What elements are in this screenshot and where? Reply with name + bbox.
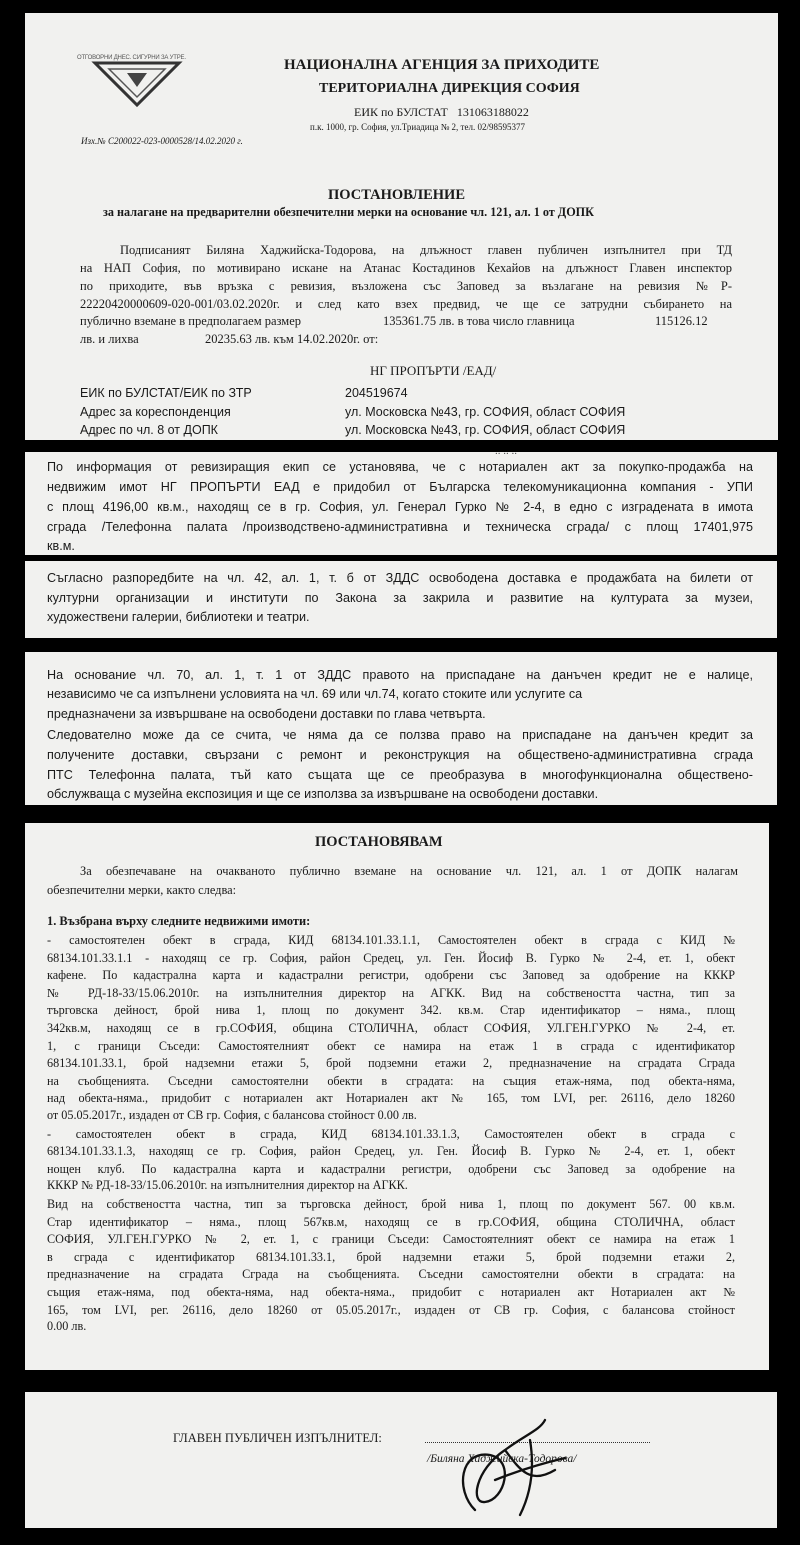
property-description-line: 342кв.м, находящ се в гр.СОФИЯ, община СТОЛИЧНА, област СОФИЯ, УЛ.ГЕН.ГУРКО № 2-4, ет. (47, 1021, 735, 1035)
info-line: сграда /Телефонна палата /производствено-административна и техническа сграда/ с площ 17401,975 (47, 520, 753, 534)
intro-amount-label: публично вземане в предполагаем размер (80, 314, 302, 328)
property-description-line: 68134.101.33.1, брой надземни етажи 5, брой подземни етажи 2, предназначение на сградата Сграда (47, 1056, 735, 1071)
tax-credit-line: предназначени за извършване на освободени доставки по глава четвърта. (47, 707, 486, 721)
debtor-address-label: Адрес по чл. 8 от ДОПК (80, 423, 218, 437)
property-description-line: на съобщенията. Съседни самостоятелни обекти в сградата: на същия етаж-няма, под обекта-няма, (47, 1073, 735, 1088)
property-description-line: в сграда с идентификатор 68134.101.33.1, брой надземни етажи 5, брой подземни етажи 2, (47, 1249, 735, 1264)
tax-credit-line: обслужваща с музейна експозиция и ще се използва за извършване на освободени доставки. (47, 787, 599, 801)
debtor-correspondence-label: Адрес за кореспонденция (80, 405, 231, 419)
document-header-fragment (25, 13, 778, 440)
directorate-name: ТЕРИТОРИАЛНА ДИРЕКЦИЯ СОФИЯ (319, 81, 580, 96)
agency-name: НАЦИОНАЛНА АГЕНЦИЯ ЗА ПРИХОДИТЕ (284, 57, 600, 73)
tax-credit-line: На основание чл. 70, ал. 1, т. 1 от ЗДДС правото на приспадане на данъчен кредит не е налице, (47, 668, 753, 682)
document-title: ПОСТАНОВЛЕНИЕ (328, 187, 466, 203)
intro-interest-label: лв. и лихва (80, 332, 139, 346)
decision-intro: За обезпечаване на очакваното публично вземане на основание чл. 121, ал. 1 от ДОПК налагам (80, 864, 738, 878)
info-line: По информация от ревизиращия екип се установява, че с нотариален акт за покупко-продажба на (47, 460, 753, 474)
eik-label: ЕИК по БУЛСТАТ (354, 105, 448, 119)
decision-section-title: 1. Възбрана върху следните недвижими имоти: (47, 914, 311, 928)
debtor-name: НГ ПРОПЪРТИ /ЕАД/ (370, 363, 497, 378)
decision-title: ПОСТАНОВЯВАМ (315, 834, 443, 850)
property-description-line: КККР № РД-18-33/15.06.2010г. на изпълнителния директор на АГКК. (47, 1178, 408, 1193)
signature-fragment (25, 1392, 777, 1528)
property-description-line: Вид на собствеността частна, тип за търговска дейност, брой нива 1, площ по документ 567. 00 кв.м. (47, 1197, 735, 1211)
property-description-line: - самостоятелен обект в сграда, КИД 68134.101.33.1.1, Самостоятелен обект в сграда с КИД № (47, 933, 735, 947)
property-description-line: над обекта-няма., придобит с нотариален акт Нотариален акт № 165, том LVI, рег. 26116, дело 18260 (47, 1091, 735, 1106)
property-description-line: предназначение на сградата Сграда на съобщенията. Съседни самостоятелни обекти в сградата: на (47, 1267, 735, 1282)
cut-off-text: .. .. .. (495, 445, 517, 457)
property-description-line: 1, с граници Съседи: Самостоятелният обект се намира на етаж 1 в сграда с идентификатор (47, 1038, 735, 1053)
property-description-line: търговска дейност, брой нива 1, площ по документ 342. кв.м. Стар идентификатор – няма., площ (47, 1003, 735, 1018)
intro-line: 22220420000609-020-001/03.02.2020г. и след като взех предвид, че ще се затрудни събирането на (80, 297, 732, 311)
debtor-address-value: ул. Московска №43, гр. СОФИЯ, област СОФИЯ (345, 423, 626, 437)
outgoing-number: Изх.№ С200022-023-0000528/14.02.2020 г. (81, 136, 243, 146)
tax-credit-line: независимо че са изпълнени условията на чл. 69 или чл.74, когато стоките или услугите са (47, 687, 583, 701)
eik-line (354, 106, 529, 118)
property-description-line: същия етаж-няма, под обекта-няма, над обекта-няма., придобит с нотариален акт Нотариален акт № (47, 1285, 735, 1299)
property-description-line: № РД-18-33/15.06.2010г. на изпълнителния директор на АГКК. Вид на собствеността частна, тип за (47, 985, 735, 1000)
intro-line: Подписаният Биляна Хаджийска-Тодорова, на длъжност главен публичен изпълнител при ТД (120, 243, 732, 257)
eik-value: 131063188022 (456, 105, 529, 119)
tax-credit-line: ПТС Телефонна палата, тъй като същата ще се преобразува в многофункционална обществено- (47, 768, 753, 782)
property-description-line: 0.00 лв. (47, 1319, 87, 1334)
property-acquisition-fragment (25, 445, 777, 555)
tax-credit-fragment (25, 652, 777, 805)
info-line: с площ 4196,00 кв.м., находящ се в гр. София, ул. Генерал Гурко № 2-4, в едно с изградената в имота (47, 500, 753, 514)
intro-principal: 115126.12 (655, 314, 708, 328)
vat-line: културни организации и институти по Закона за закрила и развитие на културата за музеи, (47, 591, 753, 605)
decision-intro: обезпечителни мерки, както следва: (47, 883, 237, 897)
property-description-line: - самостоятелен обект в сграда, КИД 68134.101.33.1.3, Самостоятелен обект в сграда с (47, 1126, 735, 1141)
nap-logo (77, 47, 187, 107)
property-description-line: кафене. По кадастрална карта и кадастрални регистри, одобрени със Заповед за одобрение на КККР (47, 968, 735, 983)
handwritten-signature (435, 1410, 575, 1520)
signatory-name: /Биляна Хаджийска-Тодорова/ (427, 1453, 577, 1465)
debtor-eik-value: 204519674 (345, 386, 408, 400)
debtor-eik-label: ЕИК по БУЛСТАТ/ЕИК по ЗТР (80, 386, 252, 400)
logo-caption: ОТГОВОРНИ ДНЕС. СИГУРНИ ЗА УТРЕ. (77, 55, 186, 61)
info-line-last: кв.м. (47, 539, 75, 553)
intro-line: на НАП София, по мотивирано искане на Атанас Костадинов Кехайов на длъжност Главен инспектор (80, 261, 732, 275)
vat-exemption-fragment (25, 561, 777, 638)
intro-total-amount: 135361.75 лв. в това число главница (383, 314, 575, 328)
property-description-line: СОФИЯ, УЛ.ГЕН.ГУРКО № 2, ет. 1, с граници Съседи: Самостоятелният обект се намира на етаж 1 (47, 1232, 735, 1247)
property-description-line: от 05.05.2017г., издаден от СВ гр. София, с балансова стойност 0.00 лв. (47, 1108, 417, 1122)
intro-line: по приходите, във връзка с ревизия, възложена със Заповед за възлагане на ревизия №Р- (80, 279, 732, 293)
intro-interest: 20235.63 лв. към 14.02.2020г. от: (205, 332, 379, 346)
agency-address: п.к. 1000, гр. София, ул.Триадица № 2, тел. 02/98595377 (310, 122, 525, 132)
property-description-line: 68134.101.33.1.1 - находящ се гр. София, район Средец, ул. Ген. Йосиф В. Гурко № 2-4, ет. 1, обект (47, 950, 735, 965)
decision-fragment (25, 823, 769, 1370)
tax-credit-line: Следователно може да се счита, че няма да се ползва право на приспадане на данъчен кредит за (47, 728, 753, 742)
info-line: недвижим имот НГ ПРОПЪРТИ ЕАД е придобил от Българска телекомуникационна компания - УПИ (47, 480, 753, 494)
vat-line: Съгласно разпоредбите на чл. 42, ал. 1, т. б от ЗДДС освободена доставка е продажбата на билети от (47, 571, 753, 585)
property-description-line: нощен клуб. По кадастрална карта и кадастрални регистри, одобрени със Заповед за одобрение на (47, 1161, 735, 1176)
property-description-line: Стар идентификатор – няма., площ 567кв.м, находящ се в гр.СОФИЯ, община СТОЛИЧНА, област (47, 1214, 735, 1229)
property-description-line: 68134.101.33.1.3, находящ се гр. София, район Средец, ул. Ген. Йосиф В. Гурко № 2-4, ет. 1, обект (47, 1144, 735, 1159)
signatory-title: ГЛАВЕН ПУБЛИЧЕН ИЗПЪЛНИТЕЛ: (173, 1431, 382, 1445)
tax-credit-line: получените доставки, свързани с ремонт и реконструкция на обществено-административна сграда (47, 748, 753, 762)
debtor-correspondence-value: ул. Московска №43, гр. СОФИЯ, област СОФИЯ (345, 405, 626, 419)
property-description-line: 165, том LVI, рег. 26116, дело 18260 от 05.05.2017г., издаден от СВ гр. София, с балансова стойност (47, 1302, 735, 1317)
document-subtitle: за налагане на предварителни обезпечителни мерки на основание чл. 121, ал. 1 от ДОПК (103, 205, 594, 219)
vat-line-last: художествени галерии, библиотеки и театри. (47, 610, 310, 624)
